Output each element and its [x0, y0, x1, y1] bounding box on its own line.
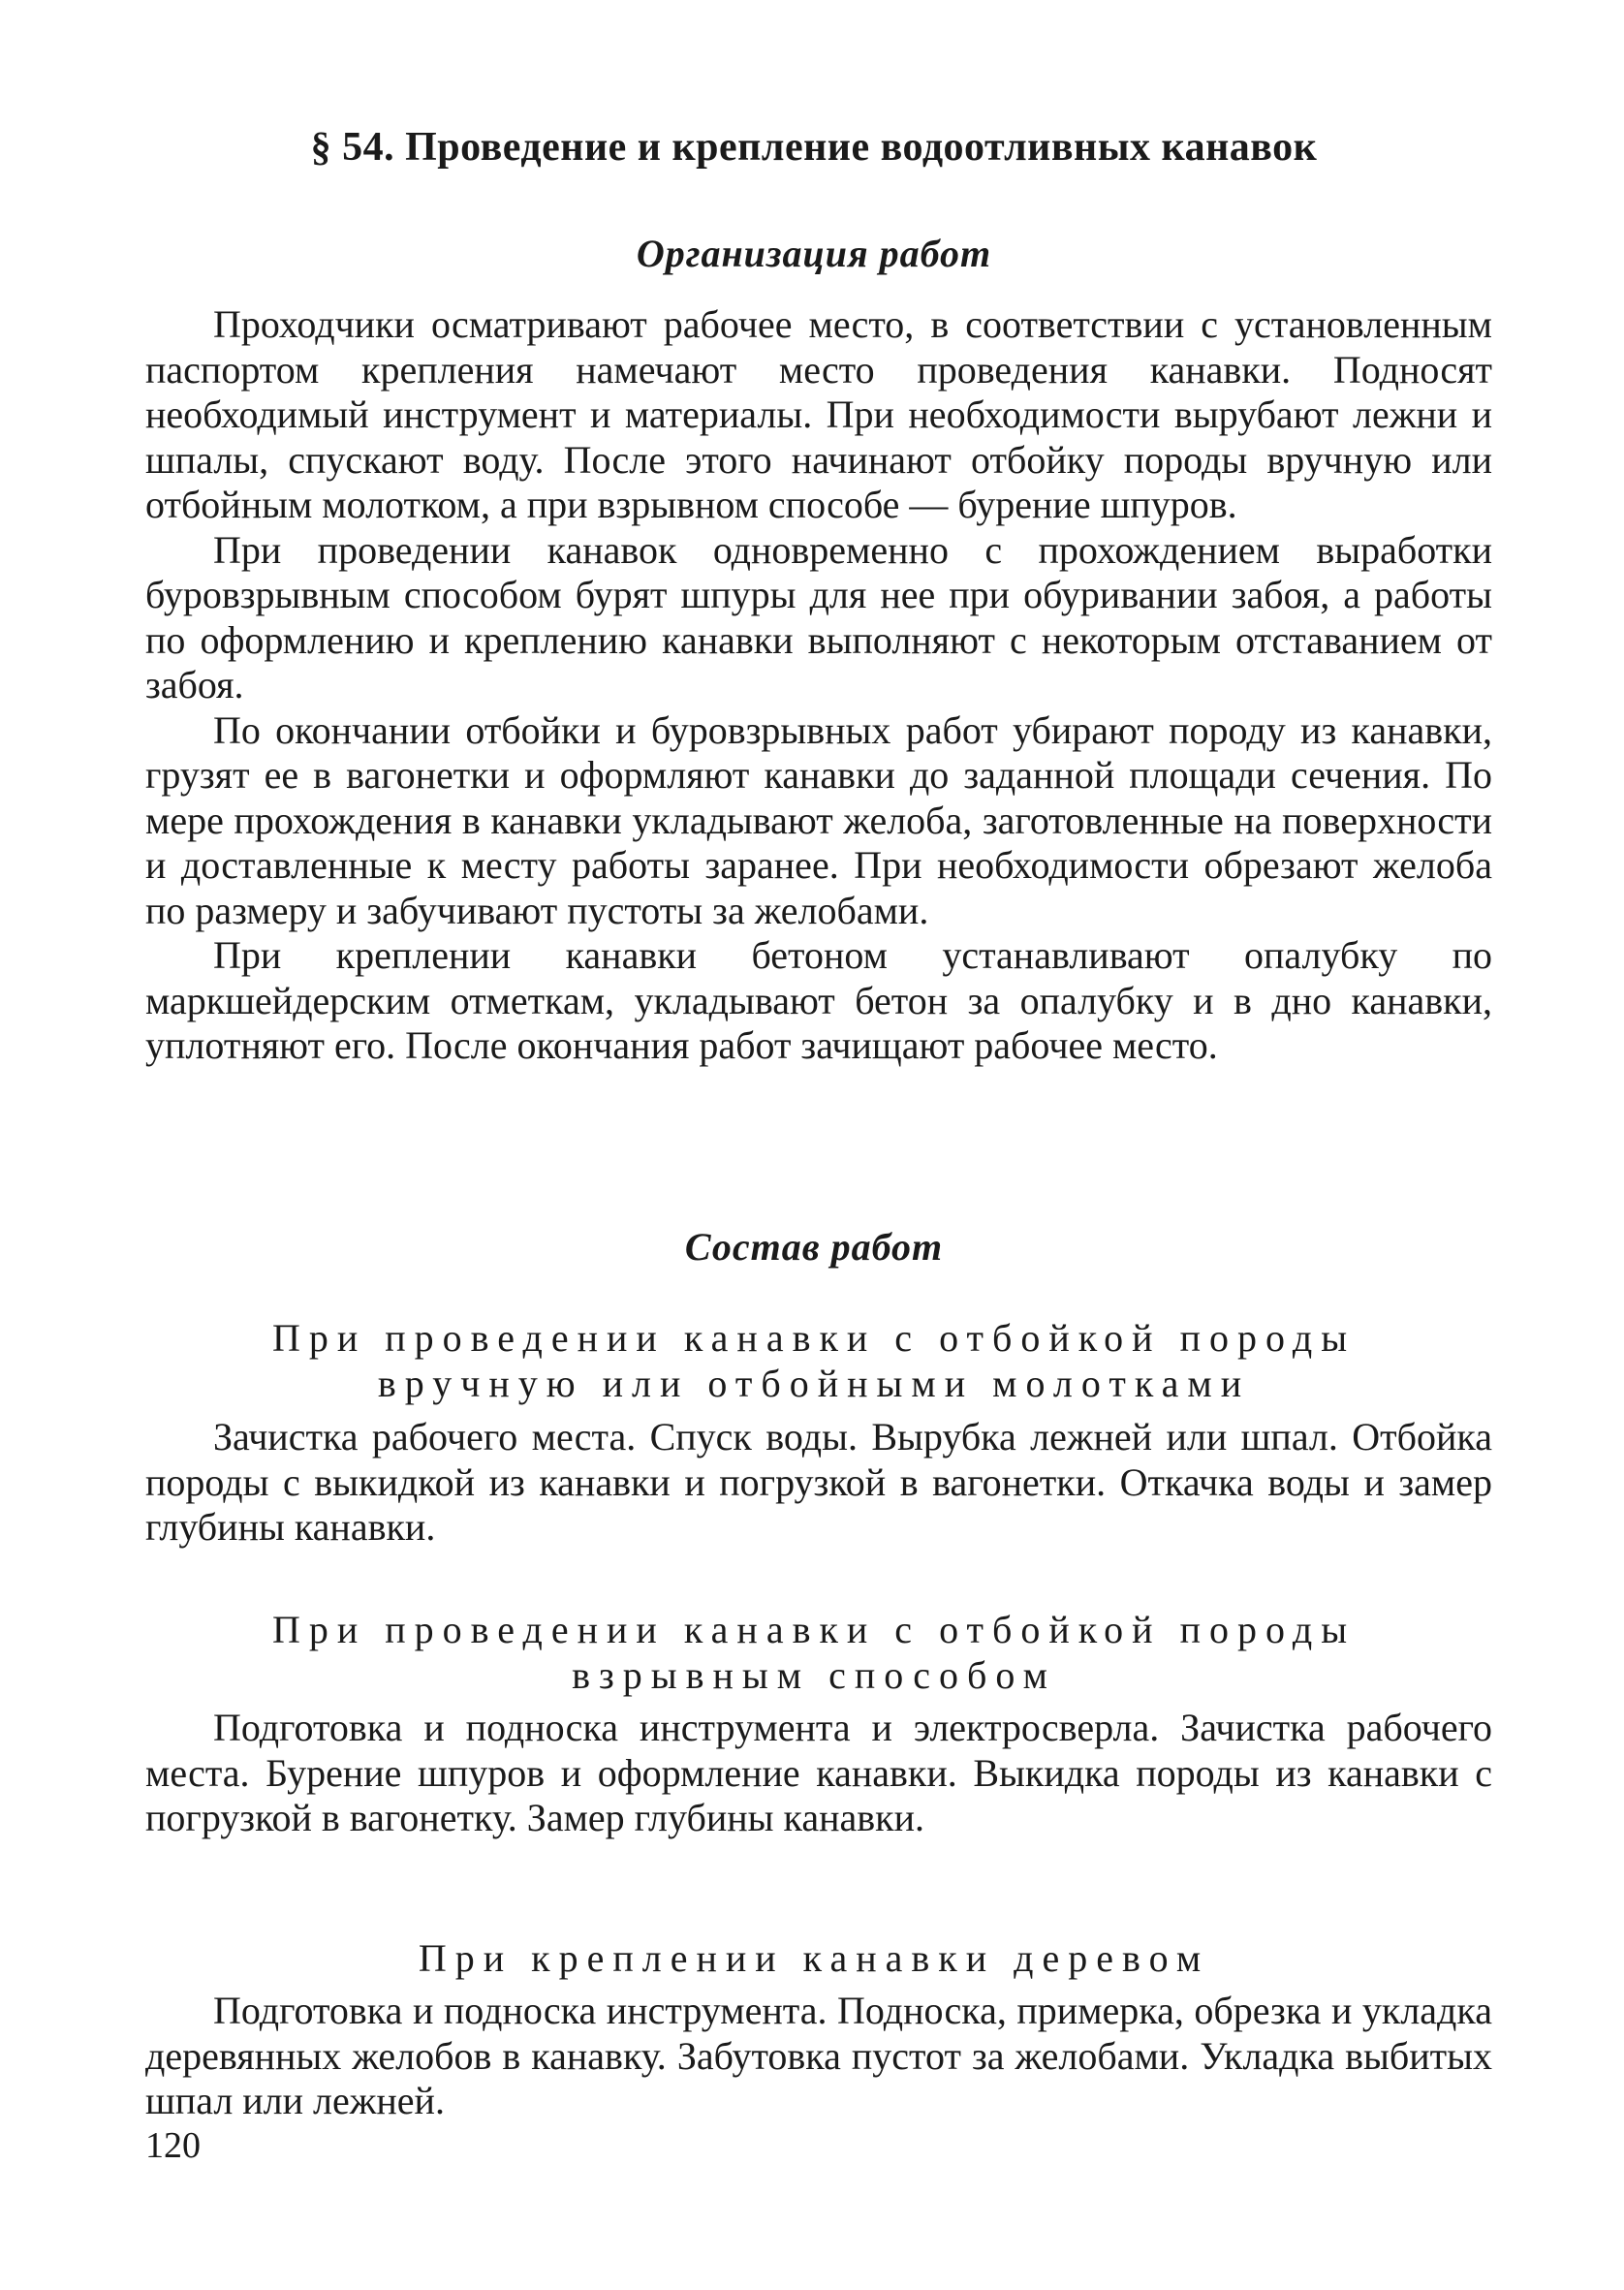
section-title: § 54. Проведение и крепление водоотливных канавок	[310, 125, 1318, 170]
subsection-1-heading-line-1: При проведении канавки с отбойкой породы	[271, 1316, 1357, 1360]
organization-paragraph-2: При проведении канавок одновременно с прохождением выработки буровзрывным способом бурят шпуры для нее при обуривании забоя, а работы по оформлению и креплению канавки выполняют с некоторым отставанием от забоя.	[145, 527, 1492, 706]
subsection-3-text	[145, 1989, 1492, 2124]
organization-paragraph-1: Проходчики осматривают рабочее место, в соответствии с установленным паспортом крепления намечают место проведения канавки. Подносят необходимый инструмент и материалы. При необходимости вырубают лежни и шпалы, спускают воду. После этого начинают отбойку породы вручную или отбойным молотком, а при взрывном способе — бурение шпуров.	[145, 302, 1492, 526]
organization-text	[145, 302, 1492, 1069]
subsection-2-text	[145, 1706, 1492, 1841]
page-number: 120	[145, 2125, 201, 2166]
subsection-2-heading	[145, 1607, 1483, 1698]
organization-paragraph-3: По окончании отбойки и буровзрывных работ убирают породу из канавки, грузят ее в вагонетки и оформляют канавки до заданной площади сечения. По мере прохождения в канавки укладывают желоба, заготовленные на поверхности и доставленные к месту работы заранее. При необходимости обрезают желоба по размеру и забучивают пустоты за желобами.	[145, 707, 1492, 932]
subsection-3-heading-line: При креплении канавки деревом	[418, 1936, 1210, 1980]
organization-paragraph-4: При креплении канавки бетоном устанавливают опалубку по маркшейдерским отметкам, укладывают бетон за опалубку и в дно канавки, уплотняют его. После окончания работ зачищают рабочее место.	[145, 933, 1492, 1067]
subsection-3-paragraph: Подготовка и подноска инструмента. Подноска, примерка, обрезка и укладка деревянных желобов в канавку. Забутовка пустот за желобами. Укладка выбитых шпал или лежней.	[145, 1989, 1492, 2122]
organization-heading: Организация работ	[636, 232, 992, 275]
subsection-2-paragraph: Подготовка и подноска инструмента и электросверла. Зачистка рабочего места. Бурение шпуров и оформление канавки. Выкидка породы из канавки с погрузкой в вагонетку. Замер глубины канавки.	[145, 1706, 1492, 1839]
subsection-1-text	[145, 1415, 1492, 1551]
subsection-2-heading-line-2: взрывным способом	[572, 1653, 1056, 1697]
composition-heading: Состав работ	[684, 1225, 944, 1269]
subsection-1-heading-line-2: вручную или отбойными молотками	[377, 1362, 1251, 1405]
subsection-3-heading	[145, 1935, 1483, 1981]
subsection-2-heading-line-1: При проведении канавки с отбойкой породы	[271, 1608, 1357, 1651]
subsection-1-heading	[145, 1315, 1483, 1406]
subsection-1-paragraph: Зачистка рабочего места. Спуск воды. Вырубка лежней или шпал. Отбойка породы с выкидкой из канавки и погрузкой в вагонетки. Откачка воды и замер глубины канавки.	[145, 1415, 1492, 1549]
